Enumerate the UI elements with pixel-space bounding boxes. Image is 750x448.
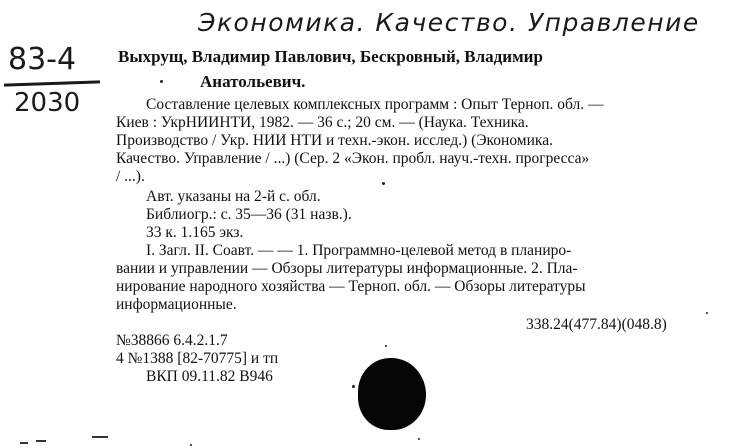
footer-registration: №38866 6.4.2.1.7 — [116, 332, 228, 349]
speck — [160, 80, 163, 83]
handwritten-inventory-number: 2030 — [14, 88, 81, 118]
classification-index: 338.24(477.84)(048.8) — [526, 316, 667, 333]
speck — [385, 345, 387, 347]
speck — [706, 312, 708, 314]
handwritten-topic: Экономика. Качество. Управление — [198, 8, 700, 37]
note-authors: Авт. указаны на 2-й с. обл. — [146, 188, 321, 205]
footer-vkp-date: ВКП 09.11.82 В946 — [146, 368, 273, 385]
speck — [418, 438, 420, 440]
description-line-3: Производство / Укр. НИИ НТИ и техн.-экон. исслед.) (Экономика. — [116, 132, 553, 149]
note-price-print-run: 33 к. 1.165 экз. — [146, 224, 244, 241]
tracings-line-3: нирование народного хозяйства — Терноп. обл. — Обзоры литературы — [116, 278, 586, 295]
description-line-1: Составление целевых комплексных программ : Опыт Терноп. обл. — — [146, 96, 604, 113]
speck — [352, 385, 355, 388]
note-bibliography: Библиогр.: с. 35—36 (31 назв.). — [146, 206, 352, 223]
margin-mark — [20, 442, 28, 444]
speck — [190, 444, 192, 446]
ink-blot — [358, 358, 426, 430]
speck — [382, 182, 385, 185]
footer-order-number: 4 №1388 [82-70775] и тп — [116, 350, 279, 367]
tracings-line-4: информационные. — [116, 296, 237, 313]
shelf-mark-divider — [4, 80, 100, 86]
handwritten-shelf-mark: 83-4 — [8, 42, 77, 77]
tracings-line-1: I. Загл. II. Соавт. — — 1. Программно-целевой метод в планиро- — [146, 242, 572, 259]
margin-mark — [92, 436, 108, 438]
description-line-2: Киев : УкрНИИНТИ, 1982. — 36 с.; 20 см. — (Наука. Техника. — [116, 114, 529, 131]
description-line-4: Качество. Управление / ...) (Сер. 2 «Экон. пробл. науч.-техн. прогресса» — [116, 150, 590, 167]
author-heading-line-1: Выхрущ, Владимир Павлович, Бескровный, Владимир — [118, 47, 543, 66]
tracings-line-2: вании и управлении — Обзоры литературы информационные. 2. Пла- — [116, 260, 578, 277]
author-heading-line-2: Анатольевич. — [200, 72, 306, 91]
description-line-5: / ...). — [116, 168, 145, 185]
margin-mark — [36, 440, 46, 442]
